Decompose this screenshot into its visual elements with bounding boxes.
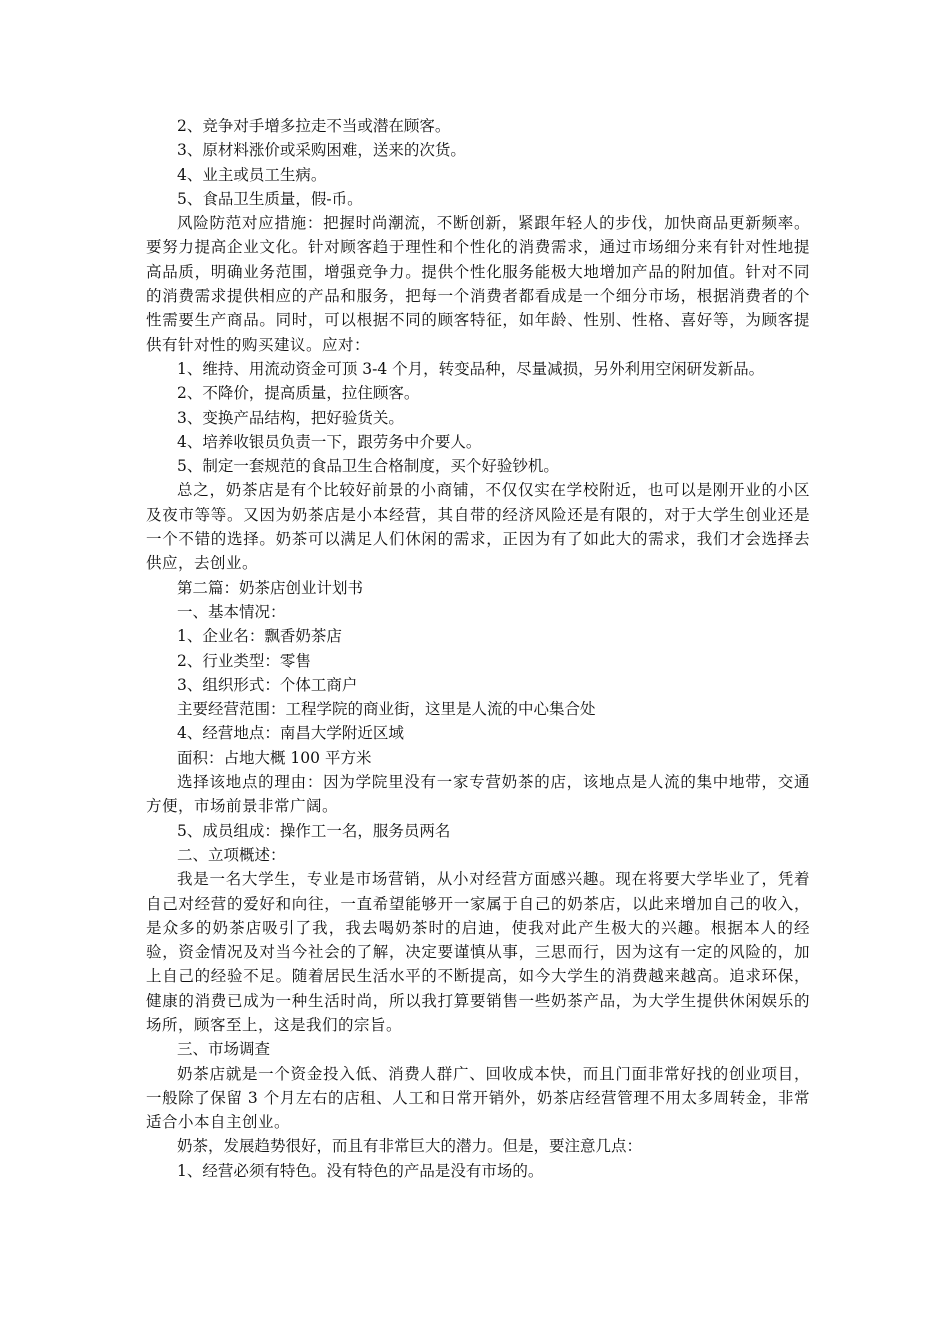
risk-item-3: 3、原材料涨价或采购困难，送来的次货。: [177, 141, 466, 160]
response-item-2: 2、不降价，提高质量，拉住顾客。: [177, 384, 420, 403]
response-item-4: 4、培养收银员负责一下，跟劳务中介要人。: [177, 432, 482, 451]
basic-info-scope: 主要经营范围：工程学院的商业街，这里是人流的中心集合处: [177, 700, 596, 719]
heading-market-survey: 三、市场调查: [177, 1040, 271, 1059]
basic-info-industry: 2、行业类型：零售: [177, 651, 311, 670]
basic-info-name: 1、企业名：飘香奶茶店: [177, 627, 342, 646]
point-item-1: 1、经营必须有特色。没有特色的产品是没有市场的。: [177, 1161, 544, 1180]
response-item-5: 5、制定一套规范的食品卫生合格制度，买个好验钞机。: [177, 457, 559, 476]
heading-overview: 二、立项概述：: [177, 845, 286, 864]
heading-basic-info: 一、基本情况：: [177, 602, 286, 621]
document-body: [146, 114, 810, 1183]
market-survey-paragraph: 奶茶店就是一个资金投入低、消费人群广、回收成本快，而且门面非常好找的创业项目，一般除了保留 3 个月左右的店租、人工和日常开销外，奶茶店经营管理不用太多周转金，非常适合小本自主创业。: [146, 1064, 810, 1132]
location-reason-paragraph: 选择该地点的理由：因为学院里没有一家专营奶茶的店，该地点是人流的集中地带，交通方便，市场前景非常广阔。: [146, 773, 810, 816]
summary-paragraph: 总之，奶茶店是有个比较好前景的小商铺，不仅仅实在学校附近，也可以是刚开业的小区及夜市等等。又因为奶茶店是小本经营，其自带的经济风险还是有限的，对于大学生创业还是一个不错的选择。奶茶可以满足人们休闲的需求，正因为有了如此大的需求，我们才会选择去供应，去创业。: [146, 481, 810, 573]
basic-info-members: 5、成员组成：操作工一名，服务员两名: [177, 821, 451, 840]
section-title: 第二篇：奶茶店创业计划书: [177, 578, 364, 597]
overview-paragraph: 我是一名大学生，专业是市场营销，从小对经营方面感兴趣。现在将要大学毕业了，凭着自己对经营的爱好和向往，一直希望能够开一家属于自己的奶茶店，以此来增加自己的收入，是众多的奶茶店吸引了我，我去喝奶茶时的启迪，使我对此产生极大的兴趣。根据本人的经验，资金情况及对当今社会的了解，决定要谨慎从事，三思而行，因为这有一定的风险的，加上自己的经验不足。随着居民生活水平的不断提高，如今大学生的消费越来越高。追求环保，健康的消费已成为一种生活时尚，所以我打算要销售一些奶茶产品，为大学生提供休闲娱乐的场所，顾客至上，这是我们的宗旨。: [146, 870, 810, 1034]
basic-info-organization: 3、组织形式：个体工商户: [177, 675, 358, 694]
basic-info-area: 面积：占地大概 100 平方米: [177, 748, 372, 767]
trend-line: 奶茶，发展趋势很好，而且有非常巨大的潜力。但是，要注意几点：: [177, 1137, 643, 1156]
response-item-3: 3、变换产品结构，把好验货关。: [177, 408, 404, 427]
risk-item-2: 2、竞争对手增多拉走不当或潜在顾客。: [177, 117, 451, 135]
basic-info-location: 4、经营地点：南昌大学附近区域: [177, 724, 404, 743]
risk-item-4: 4、业主或员工生病。: [177, 165, 327, 184]
response-item-1: 1、维持、用流动资金可顶 3-4 个月，转变品种，尽量减损，另外利用空闲研发新品。: [177, 359, 765, 378]
risk-item-5: 5、食品卫生质量，假-币。: [177, 189, 363, 208]
risk-prevention-paragraph: 风险防范对应措施：把握时尚潮流，不断创新，紧跟年轻人的步伐，加快商品更新频率。要努力提高企业文化。针对顾客趋于理性和个性化的消费需求，通过市场细分来有针对性地提高品质，明确业务范围，增强竞争力。提供个性化服务能极大地增加产品的附加值。针对不同的消费需求提供相应的产品和服务，把每一个消费者都看成是一个细分市场，根据消费者的个性需要生产商品。同时，可以根据不同的顾客特征，如年龄、性别、性格、喜好等，为顾客提供有针对性的购买建议。应对：: [146, 214, 810, 354]
